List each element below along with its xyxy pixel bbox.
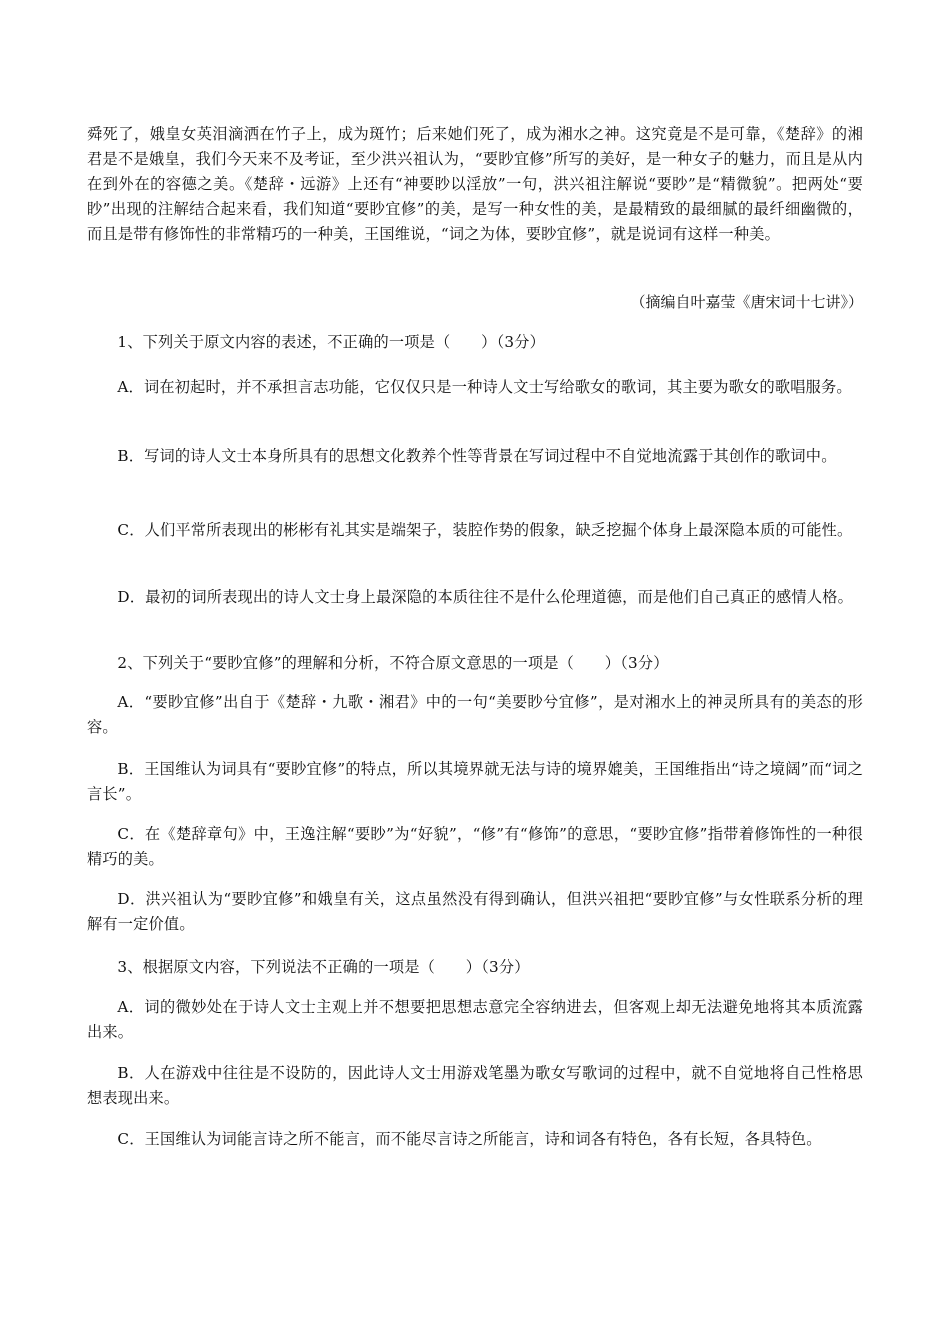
- question-1-option-b: B．写词的诗人文士本身所具有的思想文化教养个性等背景在写词过程中不自觉地流露于其创作的歌词中。: [117, 447, 837, 465]
- question-2-stem: 2、下列关于“要眇宜修”的理解和分析，不符合原文意思的一项是（ ）（3分）: [117, 654, 669, 672]
- question-1-stem: 1、下列关于原文内容的表述，不正确的一项是（ ）（3分）: [117, 333, 545, 351]
- question-1-option-d: D．最初的词所表现出的诗人文士身上最深隐的本质往往不是什么伦理道德，而是他们自己真正的感情人格。: [117, 588, 853, 606]
- question-2-option-d: D．洪兴祖认为“要眇宜修”和娥皇有关，这点虽然没有得到确认，但洪兴祖把“要眇宜修”与女性联系分析的理解有一定价值。: [87, 890, 863, 933]
- question-3-option-a: A．词的微妙处在于诗人文士主观上并不想要把思想志意完全容纳进去，但客观上却无法避免地将其本质流露出来。: [87, 998, 863, 1041]
- passage-paragraph: 舜死了，娥皇女英泪滴洒在竹子上，成为斑竹；后来她们死了，成为湘水之神。这究竟是不是可靠，《楚辞》的湘君是不是娥皇，我们今天来不及考证，至少洪兴祖认为，“要眇宜修”所写的美好，是一种女子的魅力，而且是从内在到外在的容德之美。《楚辞・远游》上还有“神要眇以淫放”一句，洪兴祖注解说“要眇”是“精微貌”。把两处“要眇”出现的注解结合起来看，我们知道“要眇宜修”的美，是写一种女性的美，是最精致的最细腻的最纤细幽微的，而且是带有修饰性的非常精巧的一种美，王国维说，“词之为体，要眇宜修”，就是说词有这样一种美。: [87, 125, 863, 243]
- question-2-option-a: A．“要眇宜修”出自于《楚辞・九歌・湘君》中的一句“美要眇兮宜修”，是对湘水上的神灵所具有的美态的形容。: [87, 693, 863, 736]
- question-1-option-c: C．人们平常所表现出的彬彬有礼其实是端架子，装腔作势的假象，缺乏挖掘个体身上最深隐本质的可能性。: [117, 521, 853, 539]
- question-3-option-c: C．王国维认为词能言诗之所不能言，而不能尽言诗之所能言，诗和词各有特色，各有长短，各具特色。: [117, 1130, 822, 1148]
- question-2-option-c: C．在《楚辞章句》中，王逸注解“要眇”为“好貌”，“修”有“修饰”的意思，“要眇宜修”指带着修饰性的一种很精巧的美。: [87, 825, 863, 868]
- question-3-stem: 3、根据原文内容，下列说法不正确的一项是（ ）（3分）: [117, 958, 530, 976]
- question-1-option-a: A．词在初起时，并不承担言志功能，它仅仅只是一种诗人文士写给歌女的歌词，其主要为歌女的歌唱服务。: [117, 378, 852, 396]
- passage-source: （摘编自叶嘉莹《唐宋词十七讲》）: [630, 293, 863, 311]
- question-2-option-b: B．王国维认为词具有“要眇宜修”的特点，所以其境界就无法与诗的境界媲美，王国维指出“诗之境阔”而“词之言长”。: [87, 760, 863, 803]
- question-3-option-b: B．人在游戏中往往是不设防的，因此诗人文士用游戏笔墨为歌女写歌词的过程中，就不自觉地将自己性格思想表现出来。: [87, 1064, 863, 1107]
